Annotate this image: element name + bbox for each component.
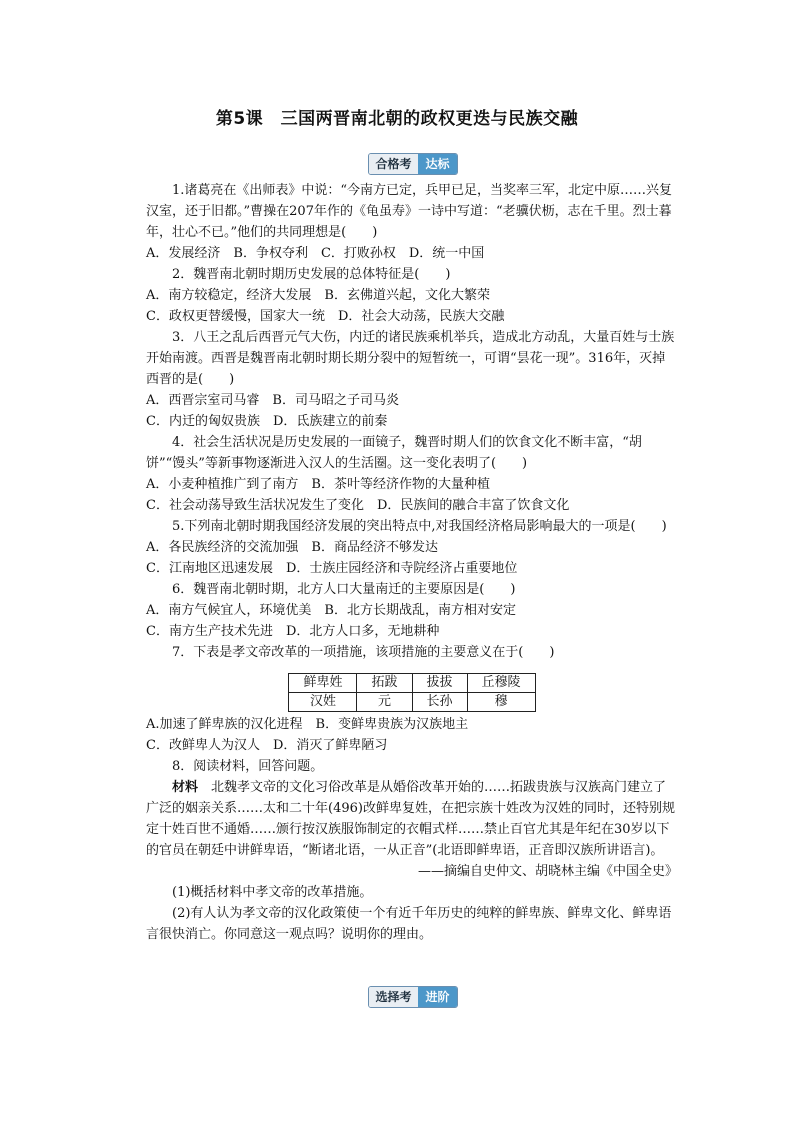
question-1 [146, 180, 678, 264]
table-cell: 鲜卑姓 [289, 674, 357, 693]
question-options-row-2: C．江南地区迅速发展 D．士族庄园经济和寺院经济占重要地位 [146, 561, 518, 576]
question-options-row-2: C．社会动荡导致生活状况发生了变化 D．民族间的融合丰富了饮食文化 [146, 498, 570, 513]
question-options-row-2: C．内迁的匈奴贵族 D．氐族建立的前秦 [146, 414, 388, 429]
table-cell: 穆 [467, 693, 535, 712]
question-4 [146, 432, 678, 516]
surname-reform-table [288, 673, 535, 712]
sub-question-1: (1)概括材料中孝文帝的改革措施。 [172, 885, 373, 900]
question-list [146, 180, 678, 945]
question-stem: 2．魏晋南北朝时期历史发展的总体特征是( ) [172, 267, 451, 282]
question-options-row-1: A．各民族经济的交流加强 B．商品经济不够发达 [146, 540, 438, 555]
question-stem: 5.下列南北朝时期我国经济发展的突出特点中,对我国经济格局影响最大的一项是( ) [172, 519, 667, 534]
question-stem: 1.诸葛亮在《出师表》中说：“今南方已定，兵甲已足，当奖率三军，北定中原……兴复汉室，还于旧都。”曹操在207年作的《龟虽寿》一诗中写道：“老骥伏枥，志在千里。烈士暮年，壮心不已。”他们的共同理想是( ) [146, 183, 673, 240]
question-8 [146, 756, 678, 945]
question-2 [146, 264, 678, 327]
badge-left-label: 选择考 [369, 987, 418, 1007]
table-row [289, 693, 535, 712]
question-options-row-1: A.加速了鲜卑族的汉化进程 B．变鲜卑贵族为汉族地主 [146, 717, 469, 732]
material-paragraph [146, 777, 678, 861]
table-cell: 元 [357, 693, 412, 712]
question-options: A．发展经济 B．争权夺利 C．打败孙权 D．统一中国 [146, 246, 485, 261]
question-options-row-1: A．小麦种植推广到了南方 B．茶叶等经济作物的大量种植 [146, 477, 490, 492]
table-cell: 丘穆陵 [467, 674, 535, 693]
badge-right-label: 达标 [418, 154, 457, 174]
sub-question-2: (2)有人认为孝文帝的汉化政策使一个有近千年历史的纯粹的鲜卑族、鲜卑文化、鲜卑语言很快消亡。你同意这一观点吗？说明你的理由。 [146, 906, 672, 942]
question-stem: 6．魏晋南北朝时期，北方人口大量南迁的主要原因是( ) [172, 582, 516, 597]
question-options-row-1: A．南方气候宜人，环境优美 B．北方长期战乱，南方相对安定 [146, 603, 516, 618]
badge-left-label: 合格考 [369, 154, 418, 174]
question-options-row-1: A．南方较稳定，经济大发展 B．玄佛道兴起，文化大繁荣 [146, 288, 490, 303]
question-stem: 4．社会生活状况是历史发展的一面镜子，魏晋时期人们的饮食文化不断丰富，“胡饼”“馒头”等新事物逐渐进入汉人的生活圈。这一变化表明了( ) [146, 435, 642, 471]
badge-right-label: 进阶 [418, 987, 457, 1007]
question-5 [146, 516, 678, 579]
material-source: ——摘编自史仲文、胡晓林主编《中国全史》 [417, 864, 678, 879]
table-cell: 汉姓 [289, 693, 357, 712]
question-stem: 3．八王之乱后西晋元气大伤，内迁的诸民族乘机举兵，造成北方动乱，大量百姓与士族开始南渡。西晋是魏晋南北朝时期长期分裂中的短暂统一，可谓“昙花一现”。316年，灭掉西晋的是( ) [146, 330, 675, 387]
question-options-row-2: C．政权更替缓慢，国家大一统 D．社会大动荡，民族大交融 [146, 309, 505, 324]
section-badge-advanced [368, 986, 458, 1008]
table-cell: 拔拔 [412, 674, 467, 693]
lesson-title: 第5课 三国两晋南北朝的政权更迭与民族交融 [215, 109, 579, 129]
question-options-row-2: C．南方生产技术先进 D．北方人口多，无地耕种 [146, 624, 440, 639]
question-options-row-2: C．改鲜卑人为汉人 D．消灭了鲜卑陋习 [146, 738, 388, 753]
question-3 [146, 327, 678, 432]
material-text: 北魏孝文帝的文化习俗改革是从婚俗改革开始的……拓跋贵族与汉族高门建立了广泛的姻亲关系……太和二十年(496)改鲜卑复姓，在把宗族十姓改为汉姓的同时，还特别规定十姓百世不通婚……颁行按汉族服饰制定的衣帽式样……禁止百官尤其是年纪在30岁以下的官员在朝廷中讲鲜卑语，“断诸北语，一从正音”(北语即鲜卑语，正音即汉族所讲语言)。 [146, 780, 675, 858]
question-7 [146, 642, 678, 756]
table-cell: 拓跋 [357, 674, 412, 693]
table-row [289, 674, 535, 693]
table-cell: 长孙 [412, 693, 467, 712]
question-stem: 8．阅读材料，回答问题。 [172, 759, 324, 774]
question-stem: 7．下表是孝文帝改革的一项措施，该项措施的主要意义在于( ) [172, 645, 555, 660]
material-label: 材料 [172, 780, 199, 795]
section-badge-qualification [368, 153, 458, 175]
question-options-row-1: A．西晋宗室司马睿 B．司马昭之子司马炎 [146, 393, 399, 408]
question-6 [146, 579, 678, 642]
